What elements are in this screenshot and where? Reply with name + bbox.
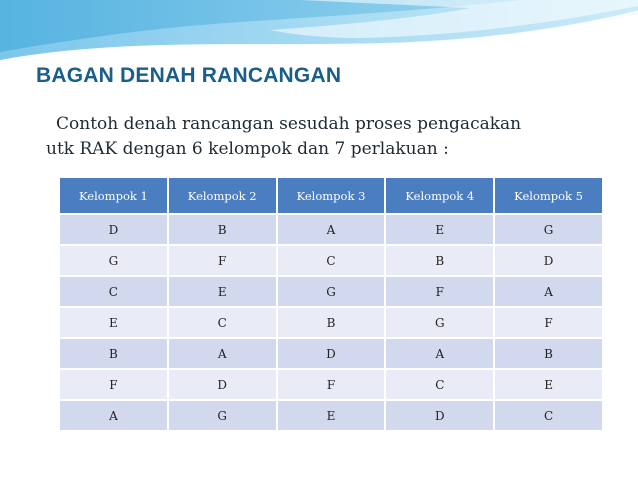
table-cell: B xyxy=(59,338,168,369)
table-row xyxy=(59,245,603,276)
intro-line-2: utk RAK dengan 6 kelompok dan 7 perlakuan : xyxy=(46,139,449,159)
layout-table xyxy=(58,176,604,432)
table-cell: D xyxy=(277,338,386,369)
table-row xyxy=(59,400,603,431)
table-cell: E xyxy=(168,276,277,307)
table-cell: C xyxy=(277,245,386,276)
column-header: Kelompok 4 xyxy=(385,177,494,214)
decorative-wave-banner xyxy=(0,0,638,70)
intro-line-1: Contoh denah rancangan sesudah proses pengacakan xyxy=(56,114,522,134)
table-cell: B xyxy=(277,307,386,338)
table-cell: E xyxy=(59,307,168,338)
table-cell: A xyxy=(277,214,386,245)
table-cell: D xyxy=(168,369,277,400)
table-cell: F xyxy=(494,307,603,338)
intro-text xyxy=(46,112,602,162)
column-header: Kelompok 5 xyxy=(494,177,603,214)
table-cell: C xyxy=(385,369,494,400)
table-cell: E xyxy=(385,214,494,245)
table-row xyxy=(59,338,603,369)
table-cell: G xyxy=(494,214,603,245)
table-cell: B xyxy=(494,338,603,369)
table-row xyxy=(59,276,603,307)
table-cell: F xyxy=(385,276,494,307)
table-cell: D xyxy=(385,400,494,431)
column-header: Kelompok 3 xyxy=(277,177,386,214)
table-cell: D xyxy=(494,245,603,276)
table-cell: E xyxy=(494,369,603,400)
table-cell: C xyxy=(59,276,168,307)
table-cell: G xyxy=(168,400,277,431)
table-header-row xyxy=(59,177,603,214)
table-row xyxy=(59,214,603,245)
column-header: Kelompok 1 xyxy=(59,177,168,214)
page-title: BAGAN DENAH RANCANGAN xyxy=(36,64,342,87)
table-cell: C xyxy=(168,307,277,338)
table-cell: E xyxy=(277,400,386,431)
table-cell: C xyxy=(494,400,603,431)
table-cell: F xyxy=(59,369,168,400)
table-cell: B xyxy=(385,245,494,276)
table-cell: F xyxy=(277,369,386,400)
table-cell: A xyxy=(168,338,277,369)
table-cell: F xyxy=(168,245,277,276)
table-cell: G xyxy=(385,307,494,338)
table-cell: D xyxy=(59,214,168,245)
table-cell: G xyxy=(277,276,386,307)
table-cell: B xyxy=(168,214,277,245)
table-row xyxy=(59,369,603,400)
column-header: Kelompok 2 xyxy=(168,177,277,214)
table-cell: A xyxy=(59,400,168,431)
table-cell: G xyxy=(59,245,168,276)
table-row xyxy=(59,307,603,338)
table-cell: A xyxy=(494,276,603,307)
table-cell: A xyxy=(385,338,494,369)
